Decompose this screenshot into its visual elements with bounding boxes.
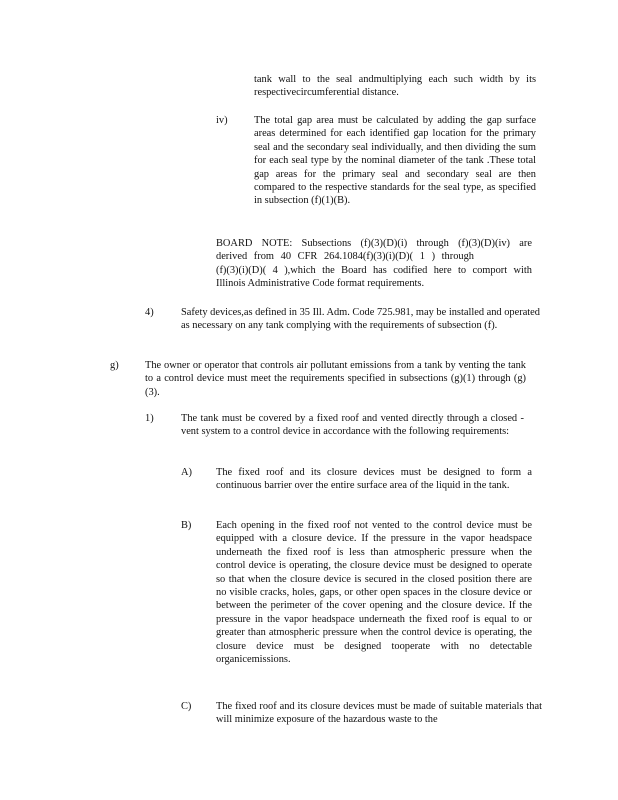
item-4-text: Safety devices,as defined in 35 Ill. Adm. Code 725.981, may be installed and operated as necessary on any tank complying with the requirements of subsection (f). [181, 307, 540, 332]
item-g1-label: 1) [145, 413, 154, 424]
board-note-line-1: BOARD NOTE: Subsections (f)(3)(D)(i) through (f)(3)(D)(iv) are [216, 238, 532, 249]
item-iv-text: The total gap area must be calculated by adding the gap surface areas determined for each identified gap location for the primary seal and the secondary seal individually, and then dividing the sum for each seal type by the nominal diameter of the tank .These total gap areas for the primary seal and secondary seal are then compared to the respective standards for the seal type, as specified in subsection (f)(1)(B). [254, 115, 536, 207]
item-C-text: The fixed roof and its closure devices must be made of suitable materials that will minimize exposure of the hazardous waste to the [216, 701, 542, 726]
continuation-line-2: respectivecircumferential distance. [254, 87, 399, 99]
item-iv-label: iv) [216, 115, 228, 126]
continuation-line-1: tank wall to the seal andmultiplying each such width by its [254, 74, 536, 85]
board-note-line-2: derived from 40 CFR 264.1084(f)(3)(i)(D)( 1 ) through [216, 251, 474, 263]
continuation-paragraph [254, 73, 536, 100]
board-note-line-3: (f)(3)(i)(D)( 4 ),which the Board has codified here to comport with [216, 264, 532, 276]
item-B-text: Each opening in the fixed roof not vented to the control device must be equipped with a closure device. If the pressure in the vapor headspace underneath the fixed roof is less than atmospheric pressure when the control device is operating, the closure device must be designed to operate so that when the closure device is secured in the closed position there are no visible cracks, holes, gaps, or other open spaces in the closure device or between the perimeter of the cover opening and the closure device. If the pressure in the vapor headspace underneath the fixed roof is equal to or greater than atmospheric pressure when the control device is operating, the closure device must be designed tooperate with no detectable organicemissions. [216, 520, 532, 666]
item-g-text: The owner or operator that controls air pollutant emissions from a tank by venting the tank to a control device must meet the requirements specified in subsections (g)(1) through (g)(3). [145, 360, 526, 398]
item-B-label: B) [181, 520, 192, 531]
board-note [216, 237, 532, 291]
item-g1-text: The tank must be covered by a fixed roof and vented directly through a closed -vent system to a control device in accordance with the following requirements: [181, 413, 524, 438]
item-4-label: 4) [145, 307, 154, 318]
item-g-label: g) [110, 360, 119, 371]
board-note-line-4: Illinois Administrative Code format requirements. [216, 278, 425, 290]
item-A-label: A) [181, 467, 192, 478]
item-C-label: C) [181, 701, 192, 712]
item-A-text: The fixed roof and its closure devices must be designed to form a continuous barrier over the entire surface area of the liquid in the tank. [216, 467, 532, 492]
